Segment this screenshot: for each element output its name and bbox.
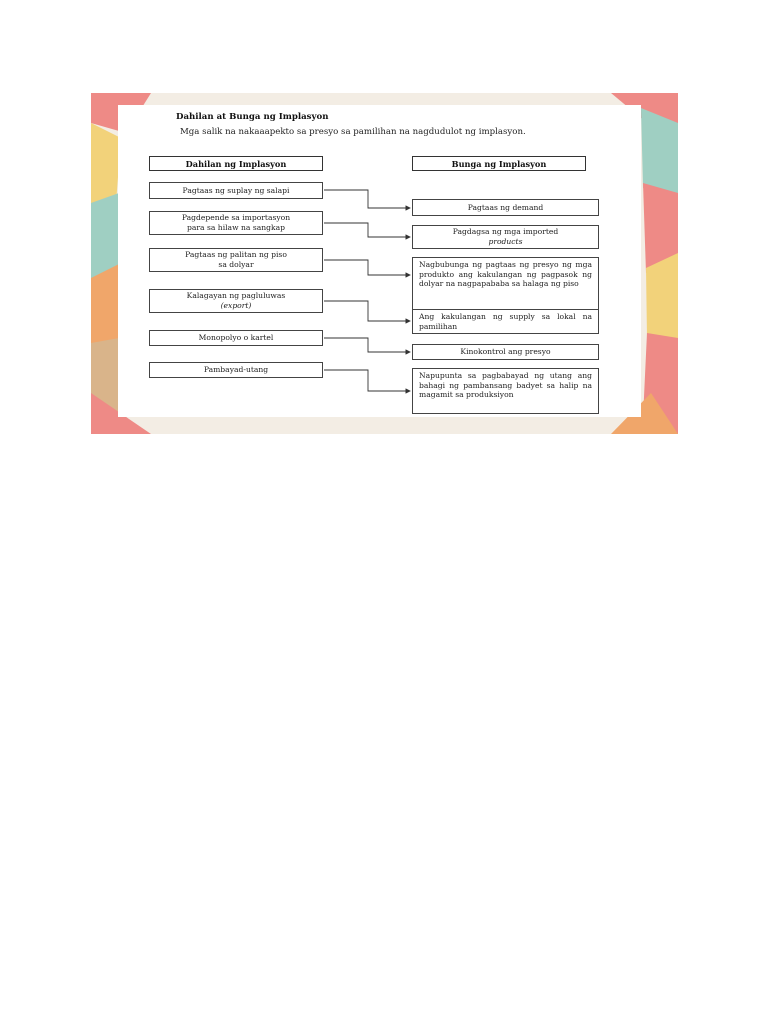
connector-arrow — [324, 370, 410, 391]
connector-arrow — [324, 190, 410, 208]
connector-arrow — [324, 223, 410, 237]
effect-line: products — [488, 237, 523, 246]
effect-line: Ang kakulangan ng supply sa lokal na pamilihan — [419, 312, 592, 331]
effect-line: Pagdagsa ng mga imported — [452, 227, 559, 237]
cause-line: (export) — [220, 301, 252, 310]
connector-arrow — [324, 338, 410, 352]
cause-box — [149, 248, 323, 272]
cause-line: Kalagayan ng pagluluwas — [186, 291, 286, 301]
causes-header: Dahilan ng Implasyon — [149, 156, 323, 171]
cause-line: para sa hilaw na sangkap — [187, 223, 285, 232]
effect-box — [412, 368, 599, 414]
cause-line: sa dolyar — [218, 260, 254, 269]
effect-box — [412, 344, 599, 360]
effect-box — [412, 309, 599, 334]
cause-box — [149, 289, 323, 313]
cause-box — [149, 211, 323, 235]
connector-arrow — [324, 301, 410, 321]
leaf-shape — [646, 253, 678, 343]
cause-box — [149, 182, 323, 199]
cause-line: Pagdepende sa importasyon — [181, 213, 291, 223]
effect-box — [412, 225, 599, 249]
diagram-heading: Dahilan at Bunga ng Implasyon — [176, 112, 329, 122]
connector-arrow — [324, 260, 410, 275]
cause-line: Monopolyo o kartel — [198, 333, 274, 343]
effect-line: Pagtaas ng demand — [467, 202, 544, 212]
cause-box — [149, 362, 323, 378]
effects-header: Bunga ng Implasyon — [412, 156, 586, 171]
cause-box — [149, 330, 323, 346]
effect-box — [412, 257, 599, 317]
leaf-shape — [91, 263, 121, 348]
cause-line: Pagtaas ng palitan ng piso — [185, 250, 287, 260]
cause-line: Pambayad-utang — [203, 365, 269, 375]
effect-line: Nagbubunga ng pagtaas ng presyo ng mga produkto ang kakulangan ng pagpasok ng dolyar na nagpapababa sa halaga ng piso — [419, 260, 592, 289]
document-frame — [91, 93, 678, 434]
diagram-card — [118, 105, 641, 417]
diagram-intro: Mga salik na nakaaapekto sa presyo sa pamilihan na nagdudulot ng implasyon. — [180, 127, 526, 137]
effect-box — [412, 199, 599, 216]
effect-line: Kinokontrol ang presyo — [460, 347, 551, 357]
cause-line: Pagtaas ng suplay ng salapi — [182, 185, 290, 195]
effect-line: Napupunta sa pagbabayad ng utang ang bahagi ng pambansang badyet sa halip na magamit sa produksiyon — [419, 371, 592, 400]
